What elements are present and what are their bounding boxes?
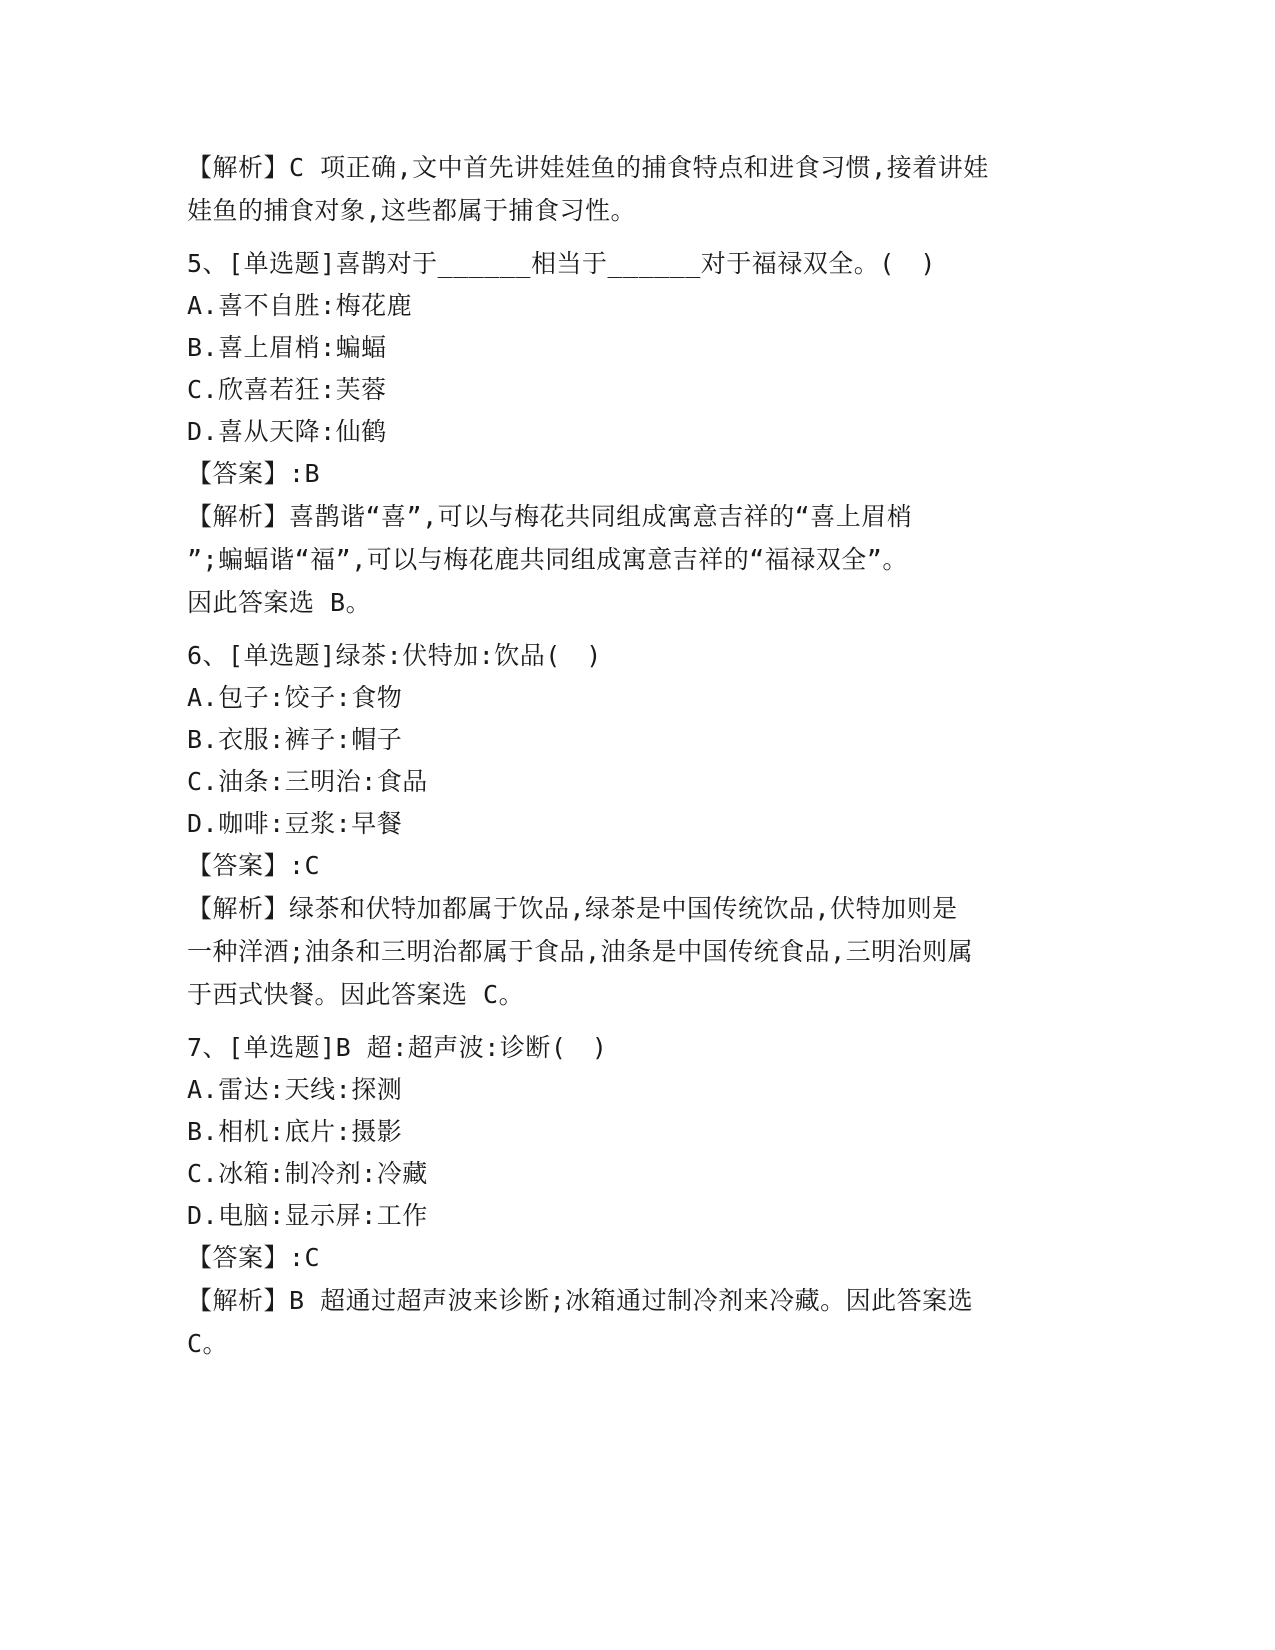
option-b: B.衣服:裤子:帽子 bbox=[187, 725, 403, 754]
option-b: B.喜上眉梢:蝙蝠 bbox=[187, 333, 387, 362]
question-7 bbox=[187, 1027, 1087, 1365]
question-6 bbox=[187, 635, 1087, 1016]
question-stem: 6、[单选题]绿茶:伏特加:饮品( ) bbox=[187, 641, 602, 670]
analysis-line: 娃鱼的捕食对象,这些都属于捕食习性。 bbox=[187, 196, 637, 225]
analysis-line: 【解析】绿茶和伏特加都属于饮品,绿茶是中国传统饮品,伏特加则是 bbox=[187, 894, 958, 923]
question-stem: 5、[单选题]喜鹊对于______相当于______对于福禄双全。( ) bbox=[187, 249, 936, 278]
option-c: C.冰箱:制冷剂:冷藏 bbox=[187, 1159, 428, 1188]
option-b: B.相机:底片:摄影 bbox=[187, 1117, 403, 1146]
option-a: A.喜不自胜:梅花鹿 bbox=[187, 291, 413, 320]
option-a: A.雷达:天线:探测 bbox=[187, 1075, 403, 1104]
answer: 【答案】:C bbox=[187, 851, 321, 880]
option-c: C.油条:三明治:食品 bbox=[187, 767, 428, 796]
option-c: C.欣喜若狂:芙蓉 bbox=[187, 375, 387, 404]
answer: 【答案】:C bbox=[187, 1243, 321, 1272]
analysis-line: 【解析】C 项正确,文中首先讲娃娃鱼的捕食特点和进食习惯,接着讲娃 bbox=[187, 153, 989, 182]
document-page bbox=[187, 146, 1087, 1365]
analysis-line: C。 bbox=[187, 1329, 229, 1358]
option-d: D.喜从天降:仙鹤 bbox=[187, 417, 387, 446]
analysis-line: 【解析】喜鹊谐“喜”,可以与梅花共同组成寓意吉祥的“喜上眉梢 bbox=[187, 502, 913, 531]
analysis-line: ”;蝙蝠谐“福”,可以与梅花鹿共同组成寓意吉祥的“福禄双全”。 bbox=[187, 545, 908, 574]
analysis-line: 于西式快餐。因此答案选 C。 bbox=[187, 980, 525, 1009]
analysis-line: 一种洋酒;油条和三明治都属于食品,油条是中国传统食品,三明治则属 bbox=[187, 937, 974, 966]
analysis-line: 【解析】B 超通过超声波来诊断;冰箱通过制冷剂来冷藏。因此答案选 bbox=[187, 1286, 974, 1315]
option-d: D.电脑:显示屏:工作 bbox=[187, 1201, 428, 1230]
option-a: A.包子:饺子:食物 bbox=[187, 683, 403, 712]
question-stem: 7、[单选题]B 超:超声波:诊断( ) bbox=[187, 1033, 608, 1062]
answer: 【答案】:B bbox=[187, 459, 321, 488]
intro-analysis bbox=[187, 146, 1087, 232]
option-d: D.咖啡:豆浆:早餐 bbox=[187, 809, 403, 838]
question-5 bbox=[187, 243, 1087, 624]
analysis-line: 因此答案选 B。 bbox=[187, 588, 372, 617]
